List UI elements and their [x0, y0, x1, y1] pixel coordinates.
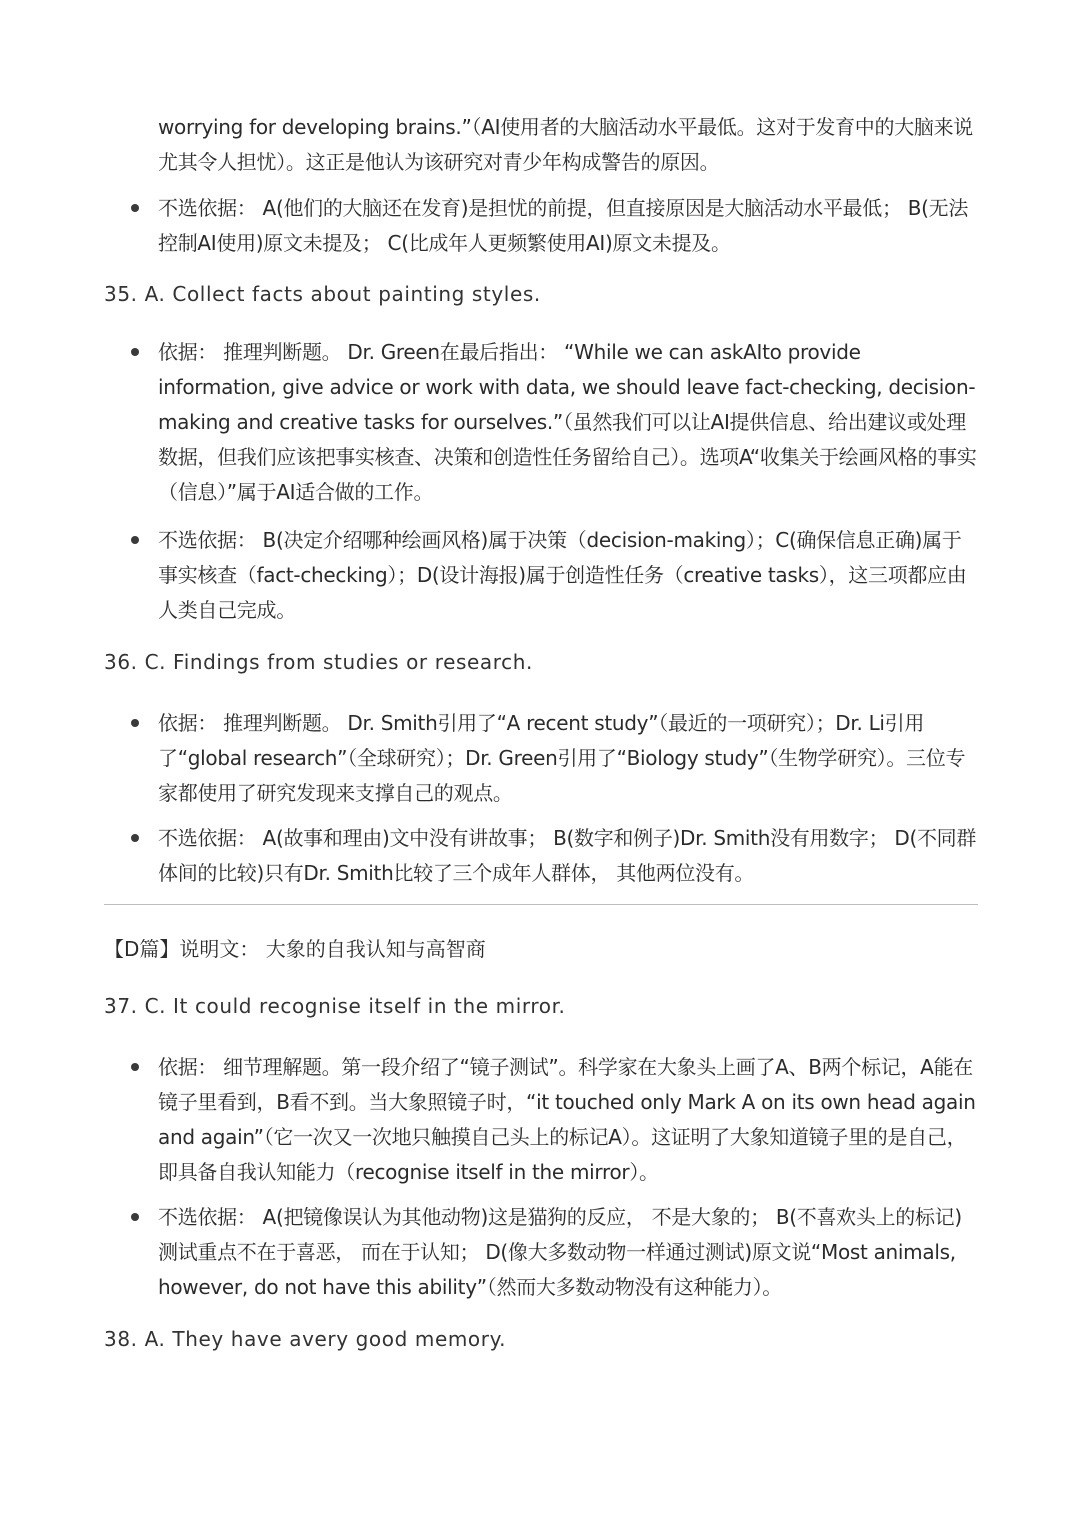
explanation-paragraph-34-distractors: 不选依据： A(他们的大脑还在发育)是担忧的前提，但直接原因是大脑活动水平最低； B(无法控制AI使用)原文未提及； C(比成年人更频繁使用AI)原文未提及。 — [158, 196, 969, 255]
explanation-paragraph-34-basis: worrying for developing brains.”（AI使用者的大脑活动水平最低。这对于发育中的大脑来说尤其令人担忧）。这正是他认为该研究对青少年构成警告的原因。 — [158, 115, 974, 174]
explanation-paragraph-36-distractors: 不选依据： A(故事和理由)文中没有讲故事； B(数字和例子)Dr. Smith没有用数字； D(不同群体间的比较)只有Dr. Smith比较了三个成年人群体， 其他两位没有。 — [158, 826, 977, 885]
explanation-paragraph-37-basis: 依据： 细节理解题。第一段介绍了“镜子测试”。科学家在大象头上画了A、B两个标记，A能在镜子里看到，B看不到。当大象照镜子时，“it touched only Mark A on its own head again and again”（它一次又一次地只触摸自己头上的标记A）。这证明了大象知道镜子里的是自己，即具备自我认知能力（recognise itself in the mirror）。 — [158, 1055, 976, 1184]
section-heading-d: 【D篇】说明文： 大象的自我认知与高智商 — [104, 937, 486, 961]
bullet-dot — [131, 536, 139, 544]
bullet-dot — [131, 834, 139, 842]
answer-heading-38: 38. A. They have avery good memory. — [104, 1327, 507, 1351]
bullet-dot — [131, 719, 139, 727]
explanation-paragraph-36-basis: 依据： 推理判断题。 Dr. Smith引用了“A recent study”（最近的一项研究）；Dr. Li引用了“global research”（全球研究）；Dr. Green引用了“Biology study”（生物学研究）。三位专家都使用了研究发现来支撑自己的观点。 — [158, 711, 966, 805]
answer-heading-35: 35. A. Collect facts about painting styles. — [104, 282, 541, 306]
answer-heading-36: 36. C. Findings from studies or research. — [104, 650, 533, 674]
bullet-dot — [131, 1213, 139, 1221]
bullet-dot — [131, 1063, 139, 1071]
section-divider — [104, 904, 978, 905]
answer-heading-37: 37. C. It could recognise itself in the mirror. — [104, 994, 566, 1018]
explanation-paragraph-35-distractors: 不选依据： B(决定介绍哪种绘画风格)属于决策（decision-making）；C(确保信息正确)属于事实核查（fact-checking）；D(设计海报)属于创造性任务（creative tasks），这三项都应由人类自己完成。 — [158, 528, 967, 622]
explanation-paragraph-35-basis: 依据： 推理判断题。 Dr. Green在最后指出： “While we can askAIto provide information, give advice or work with data, we should leave fact-checking, decision-making and creative tasks for ourselves.”（虽然我们可以让AI提供信息、给出建议或处理数据，但我们应该把事实核查、决策和创造性任务留给自己）。选项A“收集关于绘画风格的事实（信息）”属于AI适合做的工作。 — [158, 340, 977, 504]
bullet-dot — [131, 204, 139, 212]
bullet-dot — [131, 348, 139, 356]
explanation-paragraph-37-distractors: 不选依据： A(把镜像误认为其他动物)这是猫狗的反应， 不是大象的； B(不喜欢头上的标记)测试重点不在于喜恶， 而在于认知； D(像大多数动物一样通过测试)原文说“Most animals, however, do not have this ability”（然而大多数动物没有这种能力）。 — [158, 1205, 962, 1299]
